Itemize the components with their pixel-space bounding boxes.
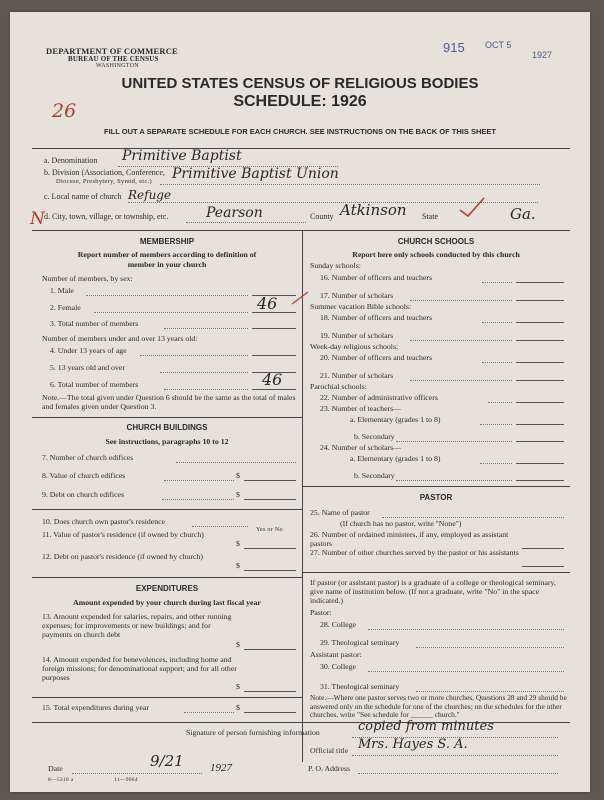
department-label: DEPARTMENT OF COMMERCE [46, 46, 178, 56]
census-form [10, 12, 590, 792]
pastor-heading: PASTOR [419, 493, 453, 502]
denomination-label: a. Denomination [44, 156, 98, 165]
edifices-count-label: 7. Number of church edifices [42, 453, 134, 462]
dollar-sign-2: $ [236, 490, 240, 499]
expenditures-heading: EXPENDITURES [135, 584, 199, 593]
q27-label: 27. Number of other churches served by the pastor or his assistants [310, 548, 519, 557]
buildings-instruction: See instructions, paragraphs 10 to 12 [105, 437, 229, 446]
signature-value: copied from minutes [358, 719, 494, 734]
q22-label: 22. Number of administrative officers [320, 393, 438, 402]
membership-instruction-1: Report number of members according to definition of [77, 250, 257, 259]
q23a-label: a. Elementary (grades 1 to 8) [350, 415, 441, 424]
bureau-label: BUREAU OF THE CENSUS [68, 55, 159, 63]
weekday-schools-label: Week-day religious schools: [310, 342, 399, 351]
under-13-label: 4. Under 13 years of age [50, 346, 127, 355]
check-mark-icon [458, 196, 488, 220]
total-expenditures-label: 15. Total expenditures during year [42, 703, 149, 712]
date-value: 9/21 [150, 752, 184, 770]
membership-heading: MEMBERSHIP [139, 237, 195, 246]
pastor-label: Pastor: [310, 608, 332, 617]
local-name-value: Refuge [128, 188, 172, 202]
dollar-sign-7: $ [236, 703, 240, 712]
q19-label: 19. Number of scholars [320, 331, 394, 340]
q26-label: 26. Number of ordained ministers, if any, employed as assistant pastors [310, 530, 509, 548]
q21-label: 21. Number of scholars [320, 371, 394, 380]
q24a-label: a. Elementary (grades 1 to 8) [350, 454, 441, 463]
print-number: 11—9064 [114, 777, 138, 783]
edifices-value-label: 8. Value of church edifices [42, 471, 126, 480]
q16-label: 16. Number of officers and teachers [320, 273, 433, 282]
state-label: State [422, 212, 438, 221]
official-title-label: Official title [310, 746, 349, 755]
dollar-sign-4: $ [236, 561, 240, 570]
q23-label: 23. Number of teachers— [320, 404, 401, 413]
under-over-label: Number of members under and over 13 years old: [42, 334, 198, 343]
city-town-label: d. City, town, village, or township, etc. [44, 212, 169, 221]
red-mark: N [30, 209, 45, 229]
male-label: 1. Male [50, 286, 74, 295]
edifices-debt-label: 9. Debt on church edifices [42, 490, 125, 499]
form-title: UNITED STATES CENSUS OF RELIGIOUS BODIES [121, 75, 479, 92]
dollar-sign-6: $ [236, 682, 240, 691]
total-members-label-1: 3. Total number of members [50, 319, 139, 328]
q17-label: 17. Number of scholars [320, 291, 394, 300]
vacation-schools-label: Summer vacation Bible schools: [310, 302, 412, 311]
dollar-sign-5: $ [236, 640, 240, 649]
q20-label: 20. Number of officers and teachers [320, 353, 433, 362]
q23b-label: b. Secondary [354, 432, 395, 441]
signature-label: Signature of person furnishing information [186, 728, 320, 737]
schedule-title: SCHEDULE: 1926 [233, 93, 367, 110]
stamp-number: 915 [443, 40, 465, 55]
sunday-schools-label: Sunday schools: [310, 261, 361, 270]
q24b-label: b. Secondary [354, 471, 395, 480]
q25-label: 25. Name of pastor [310, 508, 370, 517]
instruction-line: FILL OUT A SEPARATE SCHEDULE FOR EACH CHURCH. SEE INSTRUCTIONS ON THE BACK OF THIS SHEET [104, 127, 496, 136]
pastor-residence-label: 10. Does church own pastor's residence [42, 517, 166, 526]
yes-or-no-label: Yes or No [256, 527, 283, 533]
assistant-pastor-label: Assistant pastor: [310, 650, 362, 659]
dollar-sign-3: $ [236, 539, 240, 548]
stamp-date: OCT 5 [485, 40, 512, 50]
female-label: 2. Female [50, 303, 81, 312]
local-name-label: c. Local name of church [44, 192, 122, 201]
division-sublabel: Diocese, Presbytery, Synod, etc.) [56, 178, 152, 185]
over-13-label: 5. 13 years old and over [50, 363, 125, 372]
q18-label: 18. Number of officers and teachers [320, 313, 433, 322]
date-year: 1927 [210, 762, 232, 774]
schools-instruction: Report here only schools conducted by this church [352, 250, 520, 259]
form-number: 8—5318 a [48, 777, 74, 783]
membership-instruction-2: member in your church [127, 260, 207, 269]
q28-label: 28. College [320, 620, 356, 629]
date-label: Date [48, 764, 63, 773]
dollar-sign-1: $ [236, 471, 240, 480]
q31-label: 31. Theological seminary [320, 682, 400, 691]
total-members-value: 46 [262, 370, 283, 389]
handwritten-number: 26 [52, 100, 77, 122]
po-address-label: P. O. Address [308, 764, 351, 773]
city-value: Pearson [206, 205, 263, 221]
residence-debt-label: 12. Debt on pastor's residence (if owned by church) [42, 552, 203, 561]
members-by-sex-label: Number of members, by sex: [42, 274, 133, 283]
expenditures-instruction: Amount expended by your church during last fiscal year [73, 598, 261, 607]
q25-sublabel: (If church has no pastor, write "None") [340, 519, 462, 528]
graduate-instruction: If pastor (or assistant pastor) is a graduate of a college or theological seminary, give name of institution below. (If not a graduate, write "No" in the space indicated.) [310, 578, 556, 605]
residence-value-label: 11. Value of pastor's residence (if owned by church) [42, 530, 204, 539]
division-label: b. Division (Association, Conference, [44, 168, 165, 177]
stamp-year: 1927 [532, 50, 553, 60]
buildings-heading: CHURCH BUILDINGS [126, 423, 208, 432]
q30-label: 30. College [320, 662, 356, 671]
q24-label: 24. Number of scholars— [320, 443, 401, 452]
pastor-note: Note.—Where one pastor serves two or more churches, Questions 28 and 29 should be answered only on the schedule for one of the churches; on the schedules for the other churches, write "See schedule for ______ church." [310, 693, 567, 720]
schools-heading: CHURCH SCHOOLS [397, 237, 475, 246]
denomination-value: Primitive Baptist [122, 148, 242, 164]
parochial-schools-label: Parochial schools: [310, 382, 367, 391]
female-value: 46 [257, 294, 278, 313]
division-value: Primitive Baptist Union [172, 166, 339, 182]
county-value: Atkinson [340, 201, 407, 219]
salaries-label: 13. Amount expended for salaries, repairs, and other running expenses; for improvements or new buildings; and for payments on church debt [42, 612, 232, 639]
total-members-label-2: 6. Total number of members [50, 380, 139, 389]
membership-note: Note.—The total given under Question 6 should be the same as the total of males and females given under Question 3. [42, 393, 296, 411]
official-title-value: Mrs. Hayes S. A. [358, 737, 468, 752]
tick-mark-icon [290, 290, 312, 310]
county-label: County [310, 212, 334, 221]
q29-label: 29. Theological seminary [320, 638, 400, 647]
state-value: Ga. [510, 205, 536, 223]
city-label: WASHINGTON [96, 63, 139, 69]
benevolences-label: 14. Amount expended for benevolences, including home and foreign missions; for denominational support; and for all other purposes [42, 655, 237, 682]
